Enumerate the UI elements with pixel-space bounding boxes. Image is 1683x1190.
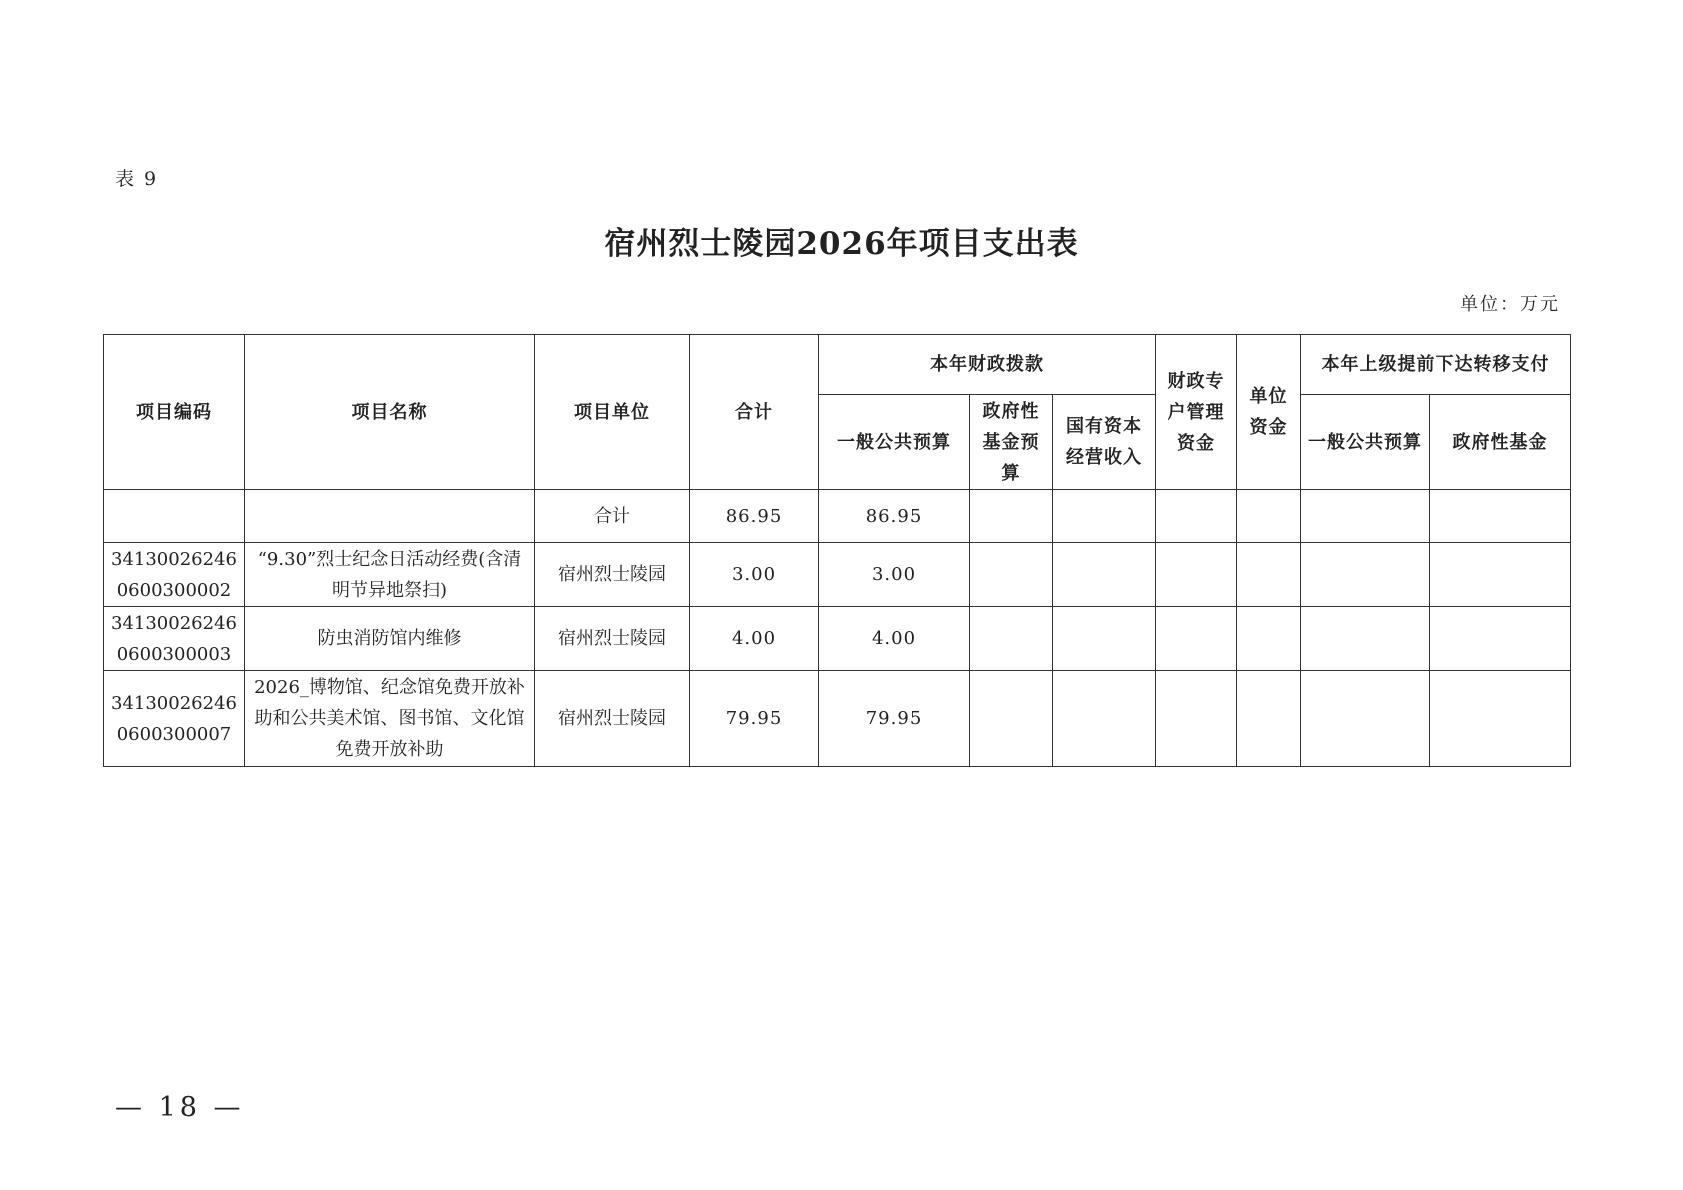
project-name: 2026_博物馆、纪念馆免费开放补助和公共美术馆、图书馆、文化馆免费开放补助: [245, 671, 535, 767]
table-row: [104, 543, 1571, 607]
empty-cell: [1053, 490, 1156, 543]
summary-general-budget: 86.95: [819, 490, 970, 543]
project-total: 4.00: [690, 607, 819, 671]
project-total: 79.95: [690, 671, 819, 767]
page-title: 宿州烈士陵园2026年项目支出表: [604, 226, 1079, 262]
project-code: 341300262460600300002: [104, 543, 245, 607]
table-row: [104, 671, 1571, 767]
summary-row: [104, 490, 1571, 543]
empty-cell: [1156, 671, 1237, 767]
header-project-unit: 项目单位: [535, 335, 690, 490]
header-government-fund-budget: 政府性基金预算: [970, 395, 1053, 490]
empty-cell: [1430, 607, 1571, 671]
empty-cell: [1237, 607, 1301, 671]
empty-cell: [1053, 543, 1156, 607]
empty-cell: [1237, 543, 1301, 607]
empty-cell: [1237, 671, 1301, 767]
header-total: 合计: [690, 335, 819, 490]
project-general-budget: 4.00: [819, 607, 970, 671]
empty-cell: [970, 607, 1053, 671]
empty-cell: [1430, 671, 1571, 767]
page-number: — 18 —: [115, 1092, 245, 1123]
empty-cell: [1053, 607, 1156, 671]
empty-cell: [970, 543, 1053, 607]
table-row: [104, 607, 1571, 671]
empty-cell: [1301, 543, 1430, 607]
project-expenditure-table: [103, 334, 1571, 767]
project-unit: 宿州烈士陵园: [535, 671, 690, 767]
header-transfer-government-fund: 政府性基金: [1430, 395, 1571, 490]
header-special-account-fund: 财政专户管理资金: [1156, 335, 1237, 490]
empty-cell: [1301, 671, 1430, 767]
empty-cell: [1301, 607, 1430, 671]
header-fiscal-allocation: 本年财政拨款: [819, 335, 1156, 395]
empty-cell: [1430, 490, 1571, 543]
project-name: 防虫消防馆内维修: [245, 607, 535, 671]
project-name: “9.30”烈士纪念日活动经费(含清明节异地祭扫): [245, 543, 535, 607]
header-project-code: 项目编码: [104, 335, 245, 490]
empty-cell: [1156, 543, 1237, 607]
project-total: 3.00: [690, 543, 819, 607]
empty-cell: [970, 671, 1053, 767]
header-unit-fund: 单位资金: [1237, 335, 1301, 490]
project-general-budget: 79.95: [819, 671, 970, 767]
summary-code-cell: [104, 490, 245, 543]
empty-cell: [1156, 607, 1237, 671]
header-state-capital-income: 国有资本经营收入: [1053, 395, 1156, 490]
empty-cell: [1156, 490, 1237, 543]
empty-cell: [1301, 490, 1430, 543]
empty-cell: [1237, 490, 1301, 543]
table-label: 表 9: [115, 168, 159, 190]
project-code: 341300262460600300007: [104, 671, 245, 767]
summary-name-cell: [245, 490, 535, 543]
empty-cell: [970, 490, 1053, 543]
unit-label: 单位：万元: [1460, 294, 1560, 315]
project-unit: 宿州烈士陵园: [535, 543, 690, 607]
project-general-budget: 3.00: [819, 543, 970, 607]
empty-cell: [1053, 671, 1156, 767]
header-project-name: 项目名称: [245, 335, 535, 490]
project-unit: 宿州烈士陵园: [535, 607, 690, 671]
header-transfer-payment: 本年上级提前下达转移支付: [1301, 335, 1571, 395]
header-general-public-budget: 一般公共预算: [819, 395, 970, 490]
summary-label: 合计: [535, 490, 690, 543]
empty-cell: [1430, 543, 1571, 607]
summary-total: 86.95: [690, 490, 819, 543]
project-code: 341300262460600300003: [104, 607, 245, 671]
header-transfer-general-budget: 一般公共预算: [1301, 395, 1430, 490]
